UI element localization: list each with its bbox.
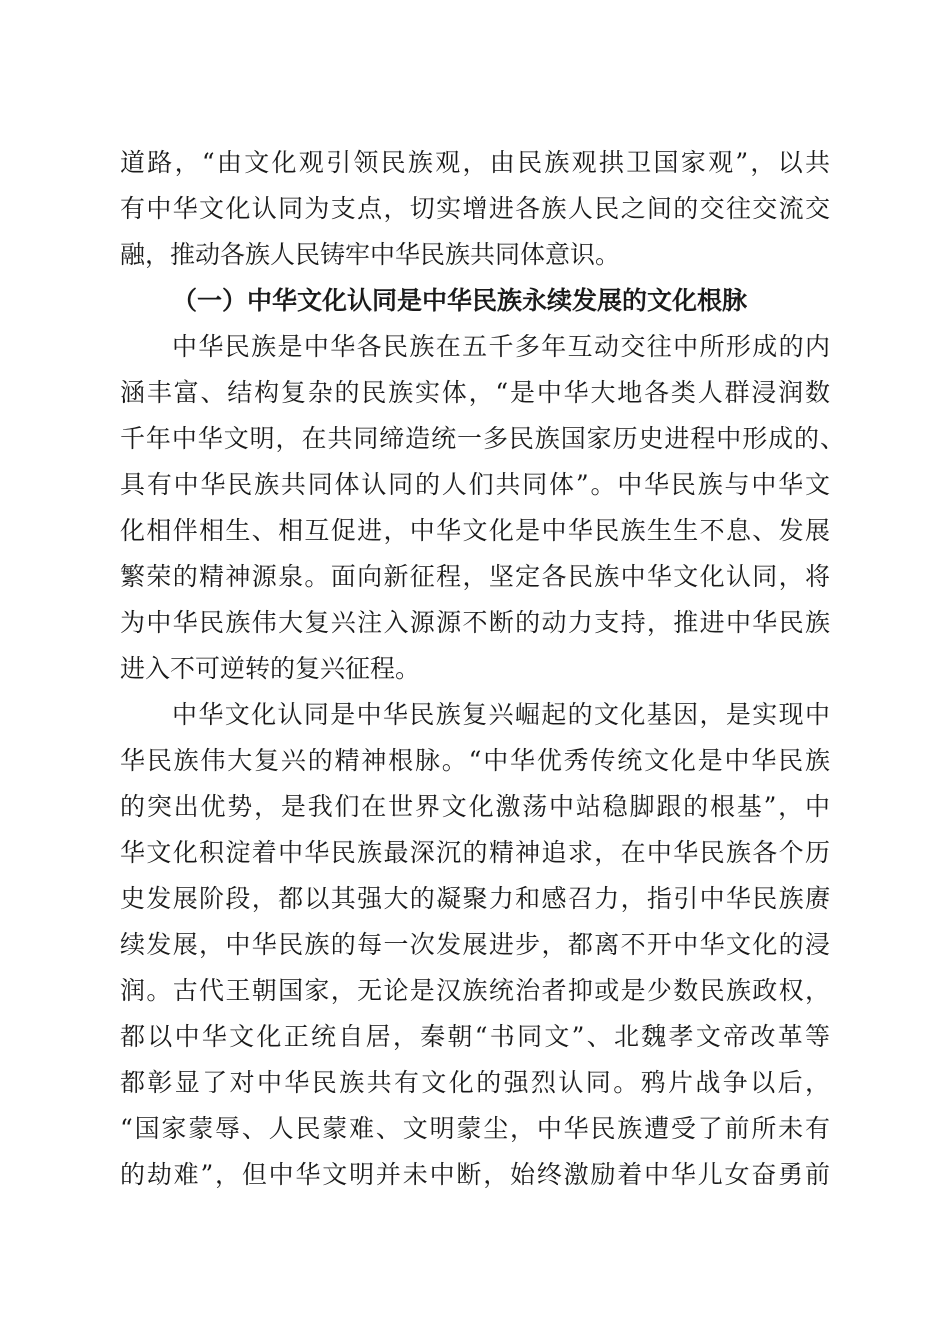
- text-line: 润。古代王朝国家，无论是汉族统治者抑或是少数民族政权，: [120, 976, 830, 1005]
- text-line: 的突出优势，是我们在世界文化激荡中站稳脚跟的根基”，中: [120, 792, 830, 821]
- text-line: 为中华民族伟大复兴注入源源不断的动力支持，推进中华民族: [120, 608, 830, 637]
- text-line: 华民族伟大复兴的精神根脉。“中华优秀传统文化是中华民族: [120, 746, 830, 775]
- text-line: 有中华文化认同为支点，切实增进各族人民之间的交往交流交: [120, 194, 830, 223]
- text-line: 中华民族是中华各民族在五千多年互动交往中所形成的内: [172, 332, 830, 361]
- text-line: 涵丰富、结构复杂的民族实体，“是中华大地各类人群浸润数: [120, 378, 830, 407]
- text-line: 都以中华文化正统自居，秦朝“书同文”、北魏孝文帝改革等: [120, 1022, 830, 1051]
- section-heading: （一）中华文化认同是中华民族永续发展的文化根脉: [172, 286, 748, 315]
- text-line: 道路，“由文化观引领民族观，由民族观拱卫国家观”，以共: [120, 148, 830, 177]
- text-line: 繁荣的精神源泉。面向新征程，坚定各民族中华文化认同，将: [120, 562, 830, 591]
- text-line: 千年中华文明，在共同缔造统一多民族国家历史进程中形成的、: [120, 424, 845, 453]
- text-line: 融，推动各族人民铸牢中华民族共同体意识。: [120, 240, 621, 269]
- text-line: “国家蒙辱、人民蒙难、文明蒙尘，中华民族遭受了前所未有: [120, 1114, 830, 1143]
- text-line: 华文化积淀着中华民族最深沉的精神追求，在中华民族各个历: [120, 838, 830, 867]
- text-line: 续发展，中华民族的每一次发展进步，都离不开中华文化的浸: [120, 930, 830, 959]
- text-line: 中华文化认同是中华民族复兴崛起的文化基因，是实现中: [172, 700, 830, 729]
- text-line: 都彰显了对中华民族共有文化的强烈认同。鸦片战争以后，: [120, 1068, 830, 1097]
- text-line: 进入不可逆转的复兴征程。: [120, 654, 421, 683]
- text-line: 的劫难”，但中华文明并未中断，始终激励着中华儿女奋勇前: [120, 1160, 830, 1189]
- text-line: 具有中华民族共同体认同的人们共同体”。中华民族与中华文: [120, 470, 830, 499]
- text-line: 史发展阶段，都以其强大的凝聚力和感召力，指引中华民族赓: [120, 884, 830, 913]
- text-line: 化相伴相生、相互促进，中华文化是中华民族生生不息、发展: [120, 516, 830, 545]
